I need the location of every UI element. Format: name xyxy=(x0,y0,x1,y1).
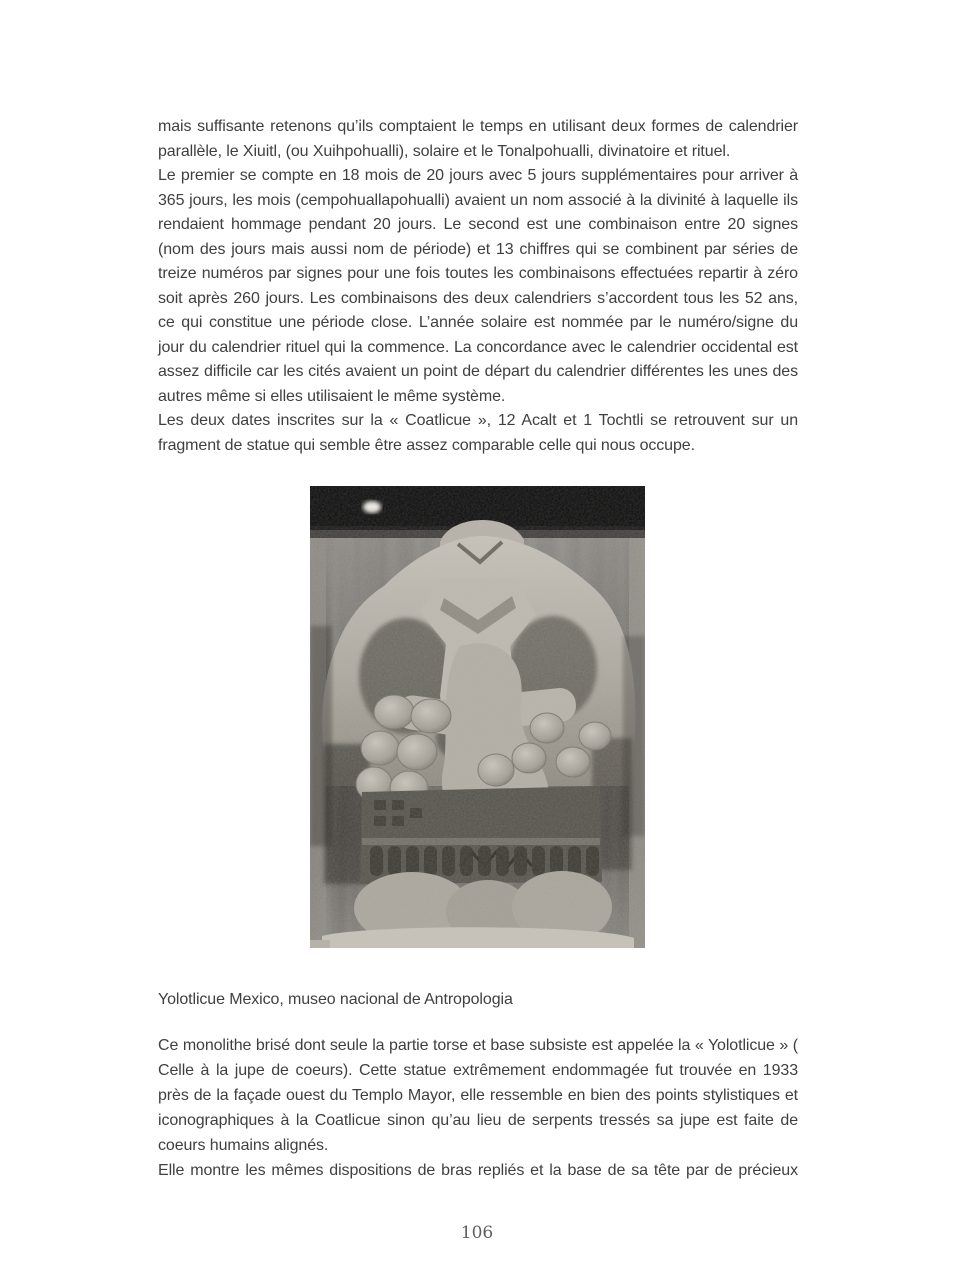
paragraph-arms-disposition: Elle montre les mêmes dispositions de bras repliés et la base de sa tête par de précieux xyxy=(158,1162,798,1179)
paragraph-calendar-intro: mais suffisante retenons qu’ils comptaient le temps en utilisant deux formes de calendrier parallèle, le Xiuitl, (ou Xuihpohualli), solaire et le Tonalpohualli, divinatoire et rituel. xyxy=(158,118,798,160)
body-text-bottom xyxy=(158,1033,798,1183)
body-text-top xyxy=(158,115,798,458)
paragraph-calendar-system: Le premier se compte en 18 mois de 20 jours avec 5 jours supplémentaires pour arriver à 365 jours, les mois (cempohuallapohualli) avaient un nom associé à la divinité à laquelle ils rendaient hommage pendant 20 jours. Le second est une combinaison entre 20 signes (nom des jours mais aussi nom de période) et 13 chiffres qui se combinent par séries de treize numéros par signes pour une fois toutes les combinaisons effectuées repartir à zéro soit après 260 jours. Les combinaisons des deux calendriers s’accordent tous les 52 ans, ce qui constitue une période close. L’année solaire est nommée par le numéro/signe du jour du calendrier rituel qui la commence. La concordance avec le calendrier occidental est assez difficile car les cités avaient un point de départ du calendrier différentes les unes des autres même si elles utilisaient le même système. xyxy=(158,167,798,405)
statue-photo xyxy=(310,486,645,948)
paragraph-inscribed-dates: Les deux dates inscrites sur la « Coatlicue », 12 Acalt et 1 Tochtli se retrouvent sur un fragment de statue qui semble être assez comparable celle qui nous occupe. xyxy=(158,412,798,454)
page-number: 106 xyxy=(460,1223,494,1243)
figure-caption: Yolotlicue Mexico, museo nacional de Antropologia xyxy=(158,991,513,1008)
paragraph-yolotlicue-description: Ce monolithe brisé dont seule la partie torse et base subsiste est appelée la « Yolotlicue » ( Celle à la jupe de coeurs). Cette statue extrêmement endommagée fut trouvée en 1933 près de la façade ouest du Templo Mayor, elle ressemble en bien des points stylistiques et iconographiques à la Coatlicue sinon qu’au lieu de serpents tressés sa jupe est faite de coeurs humains alignés. xyxy=(158,1037,798,1154)
statue-figure xyxy=(310,486,645,948)
